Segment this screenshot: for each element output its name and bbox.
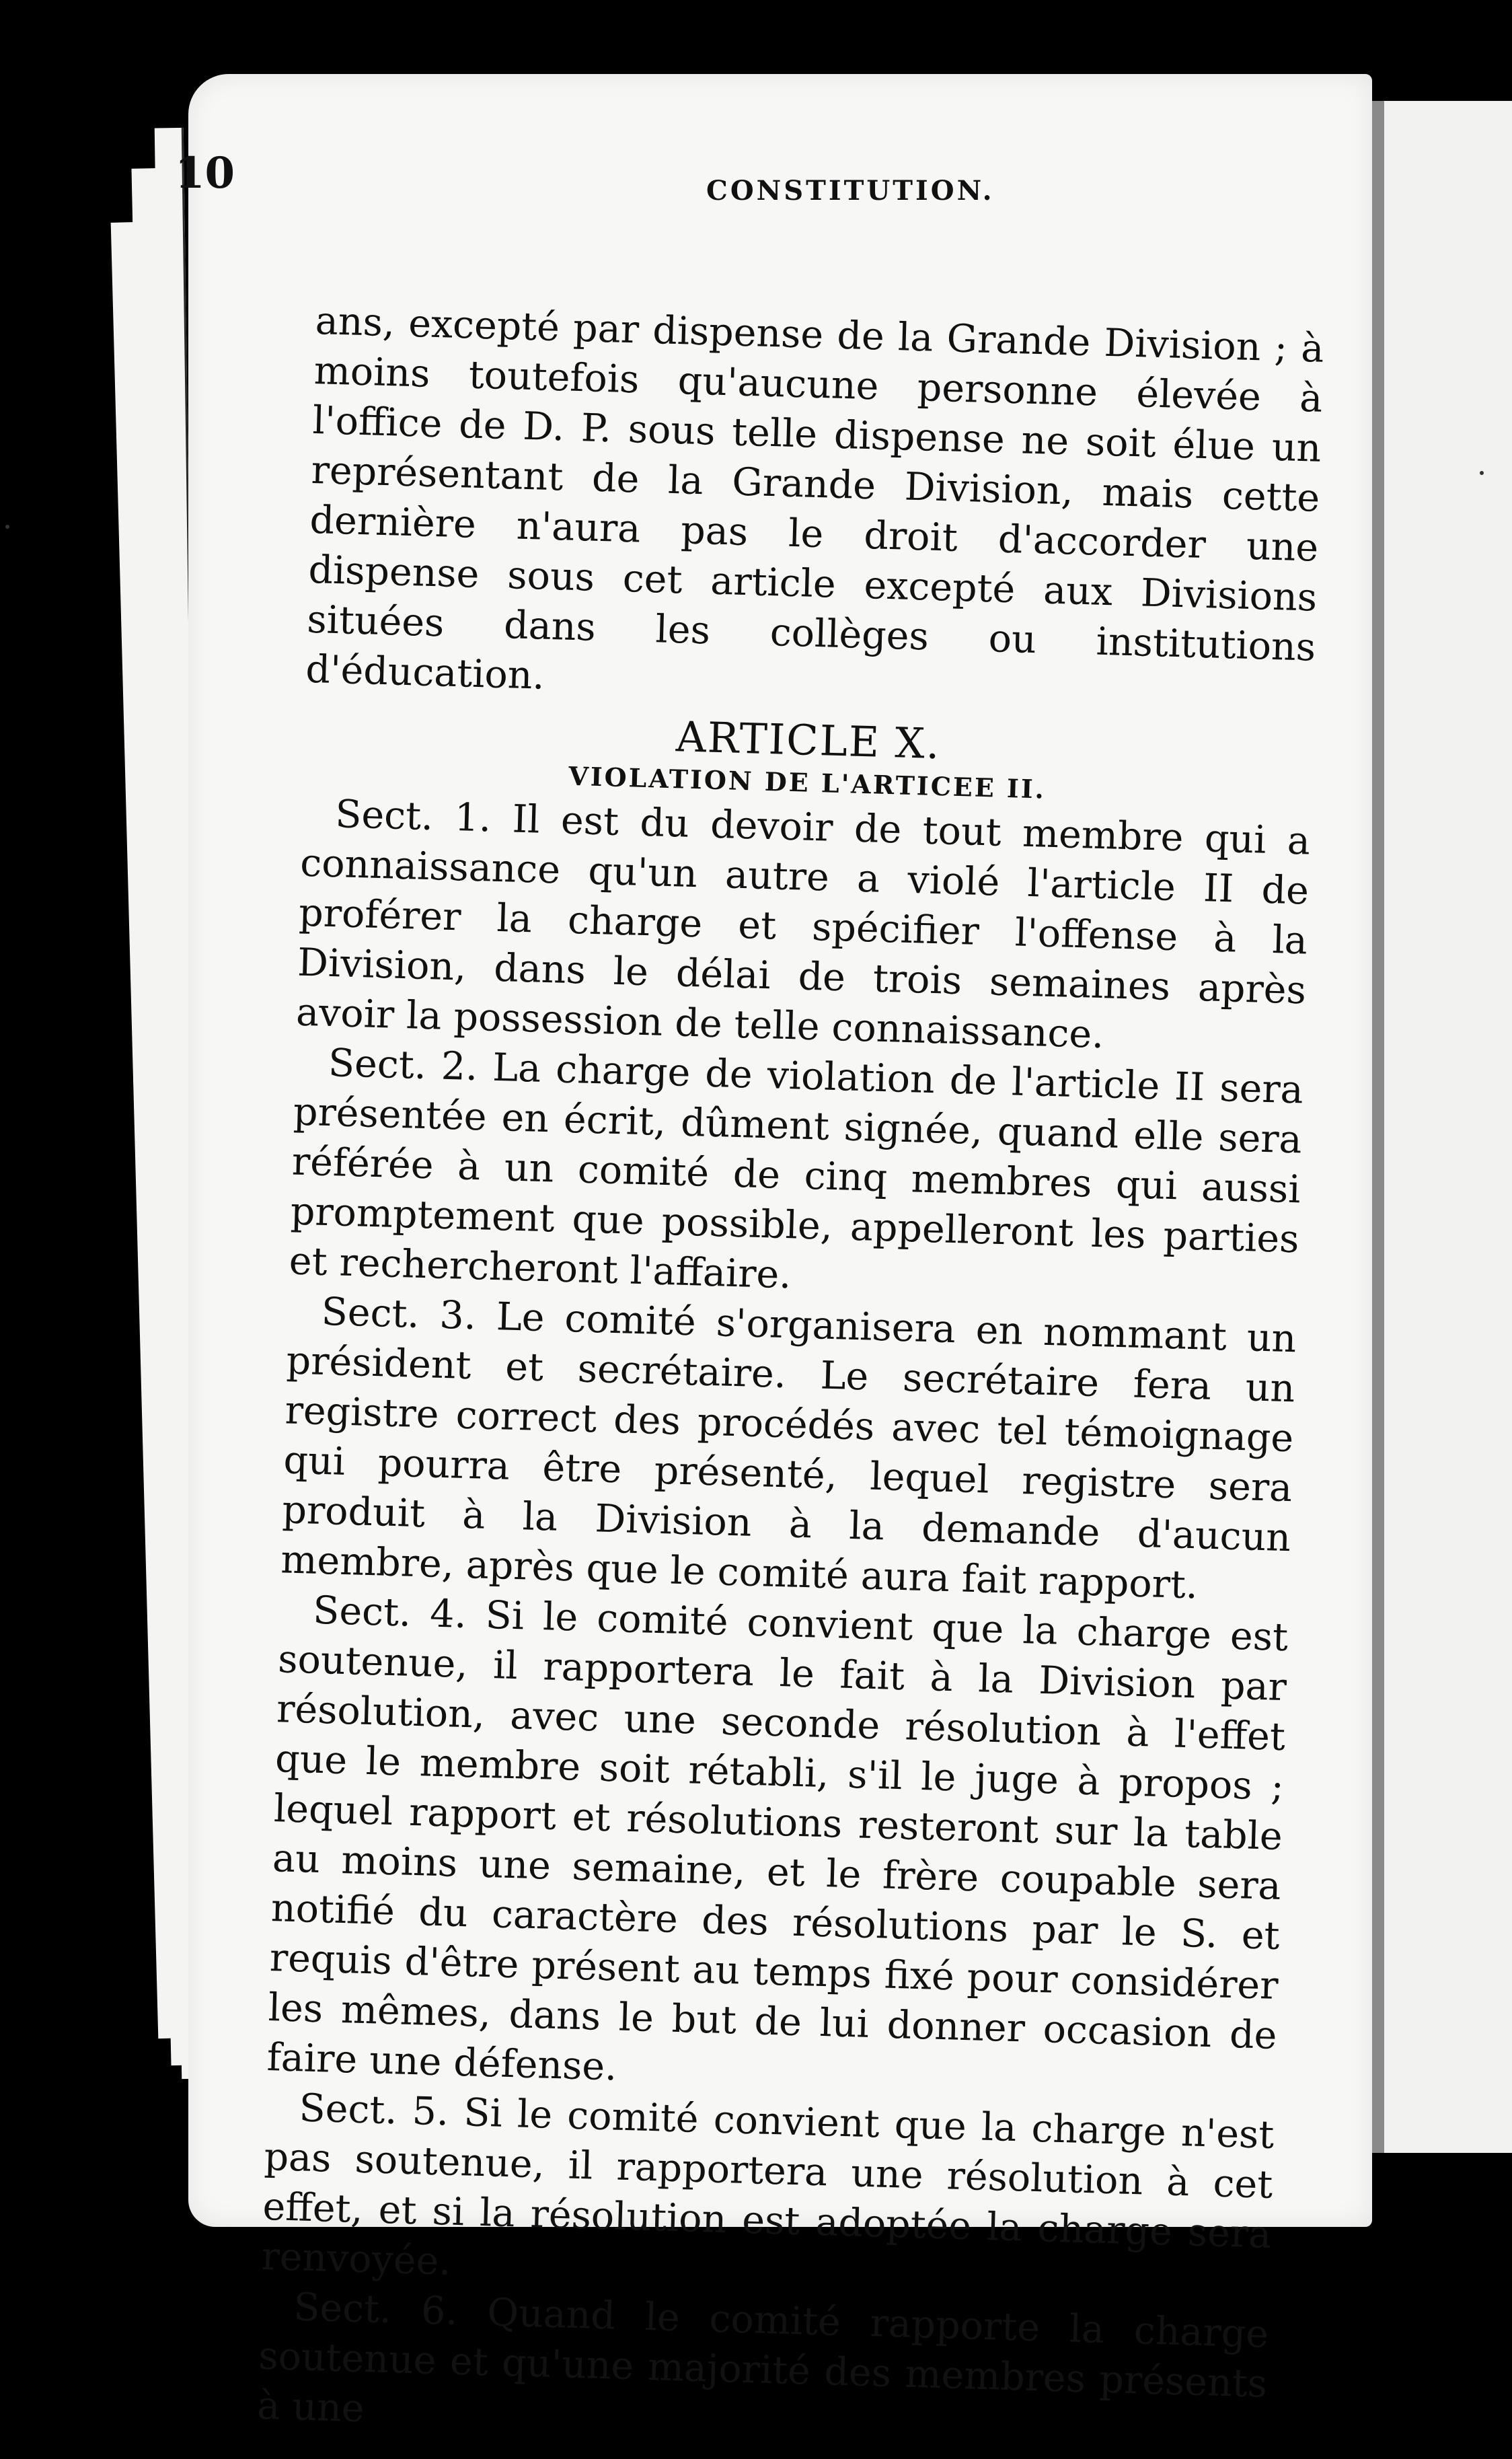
running-head: CONSTITUTION. bbox=[706, 175, 995, 207]
intro-paragraph: ans, excepté par dispense de la Grande Division ; à moins toutefois qu'aucune personne élevée à l'office de D. P. sous telle dispense ne soit élue un représentant de la Grande Division, mais cette dernière n'aura pas le droit d'accorder une dispense sous cet article excepté aux Divisions situées dans les collèges ou institutions d'éducation. bbox=[305, 298, 1325, 698]
page-number: 10 bbox=[175, 148, 235, 198]
section-2: Sect. 2. La charge de violation de l'article II sera présentée en écrit, dûment signée, quand elle sera référée à un comité de cinq membres qui aussi promptement que possible, appelleront les parties et rechercheront l'affaire. bbox=[289, 1040, 1304, 1298]
section-5: Sect. 5. Si le comité convient que la charge n'est pas soutenue, il rapportera une résolution à cet effet, et si la résolution est adoptée la charge sera renvoyée. bbox=[260, 2086, 1275, 2284]
scan-speck bbox=[5, 525, 9, 529]
page-header bbox=[175, 148, 1184, 229]
section-6: Sect. 6. Quand le comité rapporte la charge soutenue et qu'une majorité des membres présents à une bbox=[256, 2285, 1269, 2431]
section-1: Sect. 1. Il est du devoir de tout membre qui a connaissance qu'un autre a violé l'article II de proférer la charge et spécifier l'offense à la Division, dans le délai de trois semaines après avoir la possession de telle connaissance. bbox=[295, 792, 1311, 1058]
scan-speck bbox=[1480, 471, 1484, 475]
article-title: ARTICLE X. bbox=[675, 712, 942, 769]
section-3: Sect. 3. Le comité s'organisera en nommant un président et secrétaire. Le secrétaire fera un registre correct des procédés avec tel témoignage qui pourra être présenté, lequel registre sera produit à la Division à la demande d'aucun membre, après que le comité aura fait rapport. bbox=[280, 1289, 1297, 1608]
adjacent-page bbox=[1372, 101, 1512, 2153]
page-text bbox=[256, 296, 1324, 2459]
section-4: Sect. 4. Si le comité convient que la charge est soutenue, il rapportera le fait à la Division par résolution, avec une seconde résolution à l'effet que le membre soit rétabli, s'il le juge à propos ; lequel rapport et résolutions resteront sur la table au moins une semaine, et le frère coupable sera notifié du caractère des résolutions par le S. et requis d'être présent au temps fixé pour considérer les mêmes, dans le but de lui donner occasion de faire une défense. bbox=[266, 1588, 1289, 2090]
article-subtitle: VIOLATION DE L'ARTICEE II. bbox=[568, 760, 1047, 805]
